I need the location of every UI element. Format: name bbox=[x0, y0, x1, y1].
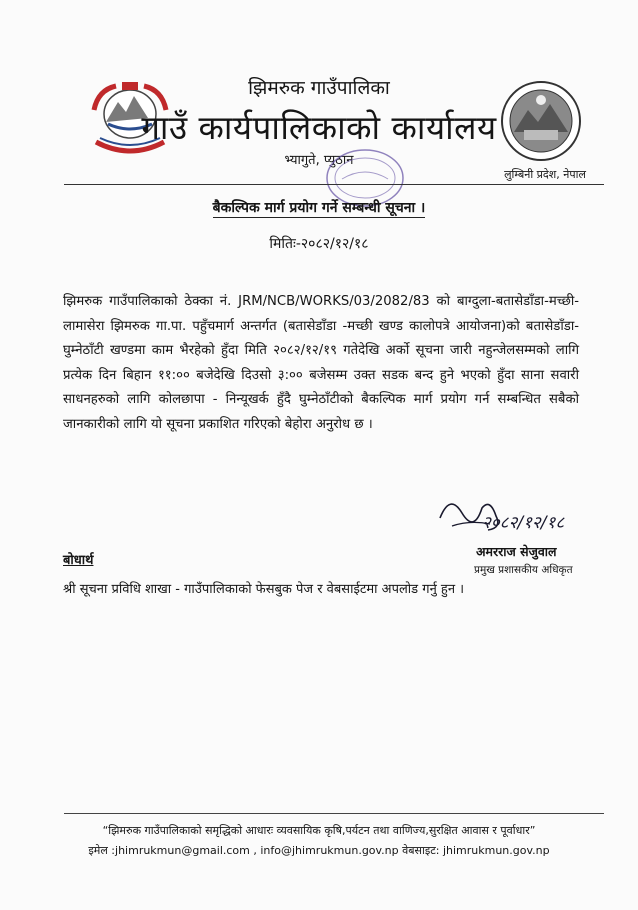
distribution-line: श्री सूचना प्रविधि शाखा - गाउँपालिकाको फेसबुक पेज र वेबसाईटमा अपलोड गर्नु हुन । bbox=[63, 582, 465, 597]
signer-title: प्रमुख प्रशासकीय अधिकृत bbox=[474, 564, 573, 576]
handwritten-signature bbox=[430, 488, 570, 548]
footer-contact: इमेल :jhimrukmun@gmail.com , info@jhimrukmun.gov.np वेबसाइट: jhimrukmun.gov.np bbox=[88, 844, 550, 857]
notice-subject bbox=[0, 198, 638, 217]
notice-body bbox=[63, 290, 579, 437]
office-address: भ्यागुते, प्युठान bbox=[284, 153, 354, 168]
notice-subject-text: बैकल्पिक मार्ग प्रयोग गर्ने सम्बन्धी सूचना । bbox=[212, 200, 426, 216]
distribution-label: बोधार्थ bbox=[63, 553, 94, 568]
notice-date: मितिः-२०८२/१२/१८ bbox=[269, 236, 369, 252]
notice-body-paragraph: झिमरुक गाउँपालिकाको ठेक्का नं. JRM/NCB/WORKS/03/2082/83 को बाग्दुला-बतासेडाँडा-मच्छी-लामासेरा झिमरुक गा.पा. पहुँचमार्ग अन्तर्गत (बतासेडाँडा -मच्छी खण्ड कालोपत्रे आयोजना)को बतासेडाँडा- घुम्नेठाँटी खण्डमा काम भैरहेको हुँदा मिति २०८२/१२/१९ गतेदेखि अर्को सूचना जारी नहुन्जेलसम्मको लागि प्रत्येक दिन बिहान ११:०० बजेदेखि दिउसो ३:०० बजेसम्म उक्त सडक बन्द हुने भएको हुँदा साना सवारी साधनहरुको लागि कोलछापा - निन्यूखर्क हुँदै घुम्नेठाँटीको बैकल्पिक मार्ग प्रयोग गर्न सम्बन्धित सबैको जानकारीको लागि यो सूचना प्रकाशित गरिएको बेहोरा अनुरोध छ । bbox=[63, 294, 579, 432]
signature-date: २०८२/१२/१८ bbox=[482, 513, 565, 533]
office-title: गाउँ कार्यपालिकाको कार्यालय bbox=[141, 108, 497, 147]
signer-name: अमरराज सेजुवाल bbox=[476, 544, 557, 559]
municipality-name: झिमरुक गाउँपालिका bbox=[248, 77, 390, 99]
header-divider bbox=[64, 184, 604, 185]
footer-motto: “झिमरुक गाउँपालिकाको समृद्धिको आधारः व्यवसायिक कृषि,पर्यटन तथा वाणिज्य,सुरक्षित आवास र पूर्वाधार” bbox=[102, 824, 536, 837]
footer-divider bbox=[64, 813, 604, 814]
province-label: लुम्बिनी प्रदेश, नेपाल bbox=[504, 168, 586, 181]
